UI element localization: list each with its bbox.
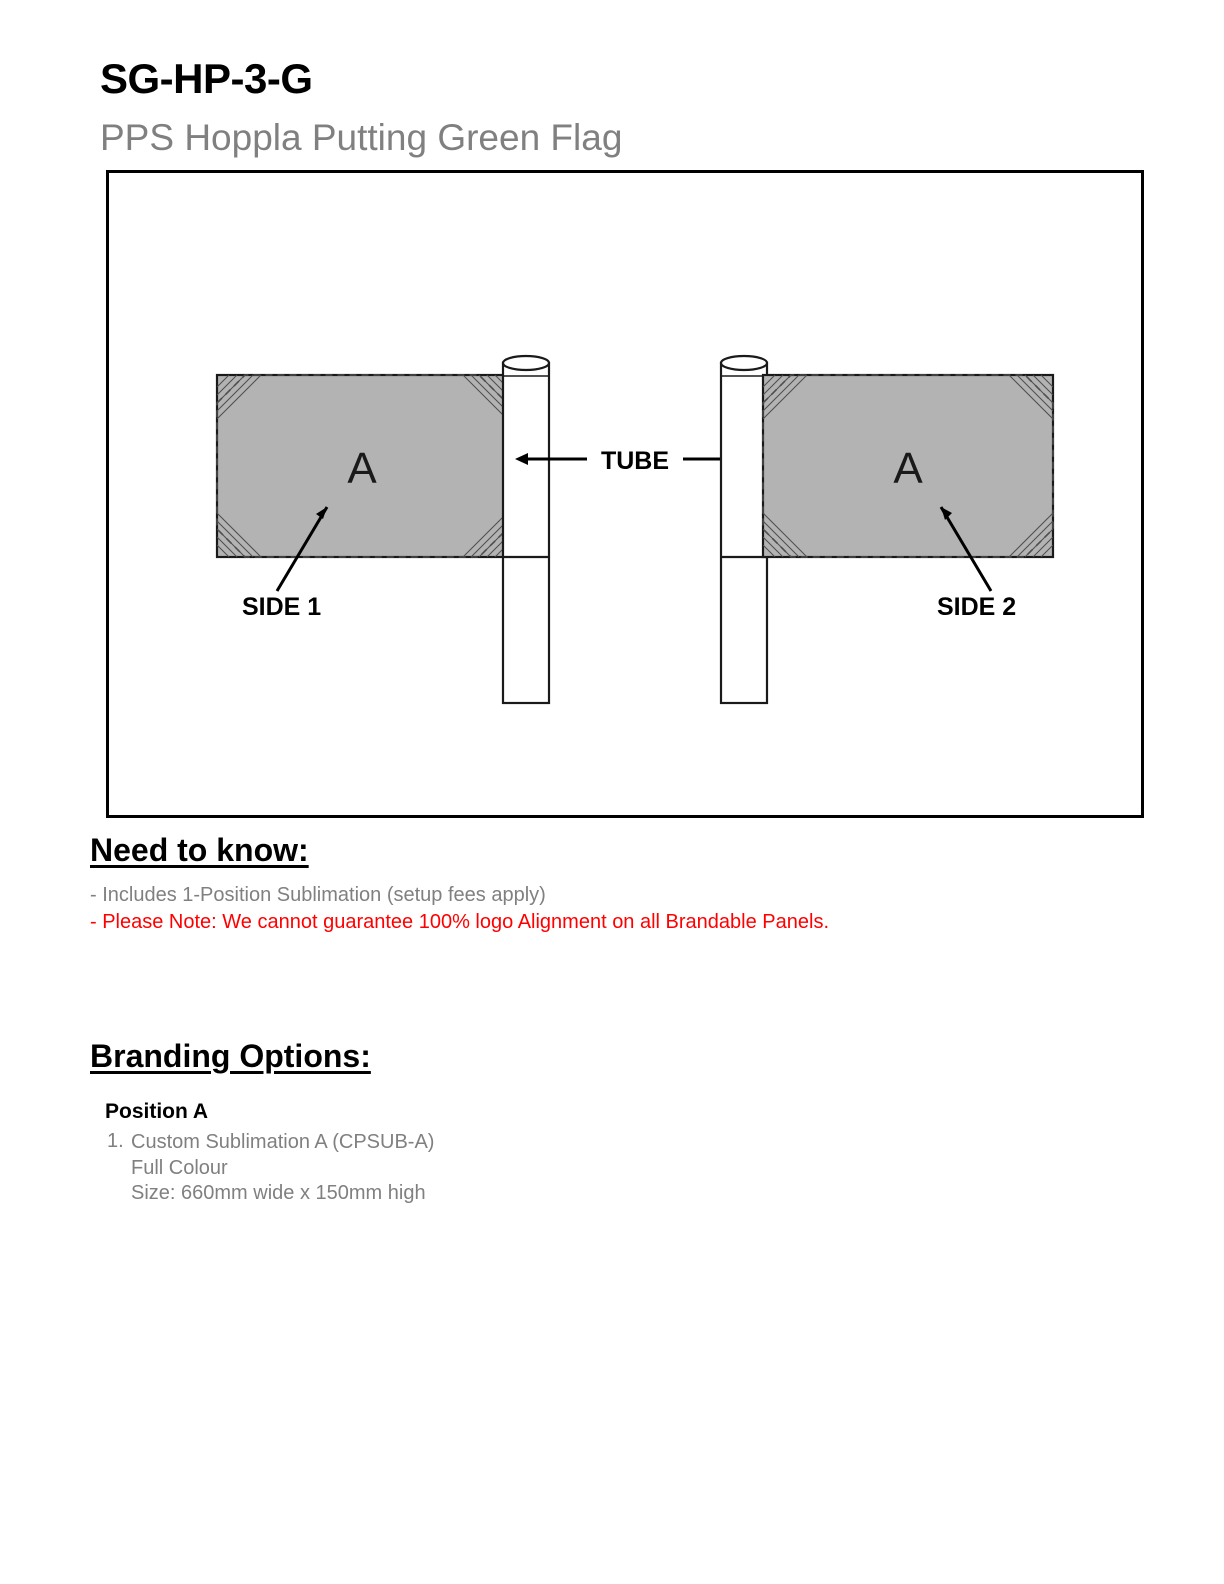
side-1-tube <box>503 356 549 703</box>
product-name: PPS Hoppla Putting Green Flag <box>100 117 623 158</box>
side-2-label: SIDE 2 <box>937 593 1017 621</box>
illustration-frame <box>106 170 1144 818</box>
side-1-position-a-letter: A <box>347 444 377 493</box>
need-to-know-line-1: - Includes 1-Position Sublimation (setup fees apply) <box>90 884 546 906</box>
side-2-position-a-letter: A <box>893 444 923 493</box>
branding-item-line-1: Custom Sublimation A (CPSUB-A) <box>131 1131 435 1153</box>
branding-item <box>131 1130 434 1207</box>
branding-options-heading: Branding Options: <box>90 1038 371 1074</box>
need-to-know-line-2: - Please Note: We cannot guarantee 100% logo Alignment on all Brandable Panels. <box>90 911 830 933</box>
branding-position-label: Position A <box>105 1100 209 1123</box>
branding-item-line-3: Size: 660mm wide x 150mm high <box>131 1182 426 1205</box>
tube-label: TUBE <box>600 447 670 475</box>
page-title: SG-HP-3-G <box>100 55 313 102</box>
side-1-label: SIDE 1 <box>242 593 322 621</box>
need-to-know-heading: Need to know: <box>90 832 309 868</box>
product-illustration <box>109 173 1141 815</box>
branding-item-line-2: Full Colour <box>131 1156 228 1179</box>
side-2-tube <box>721 356 767 703</box>
branding-item-number: 1. <box>107 1130 124 1152</box>
